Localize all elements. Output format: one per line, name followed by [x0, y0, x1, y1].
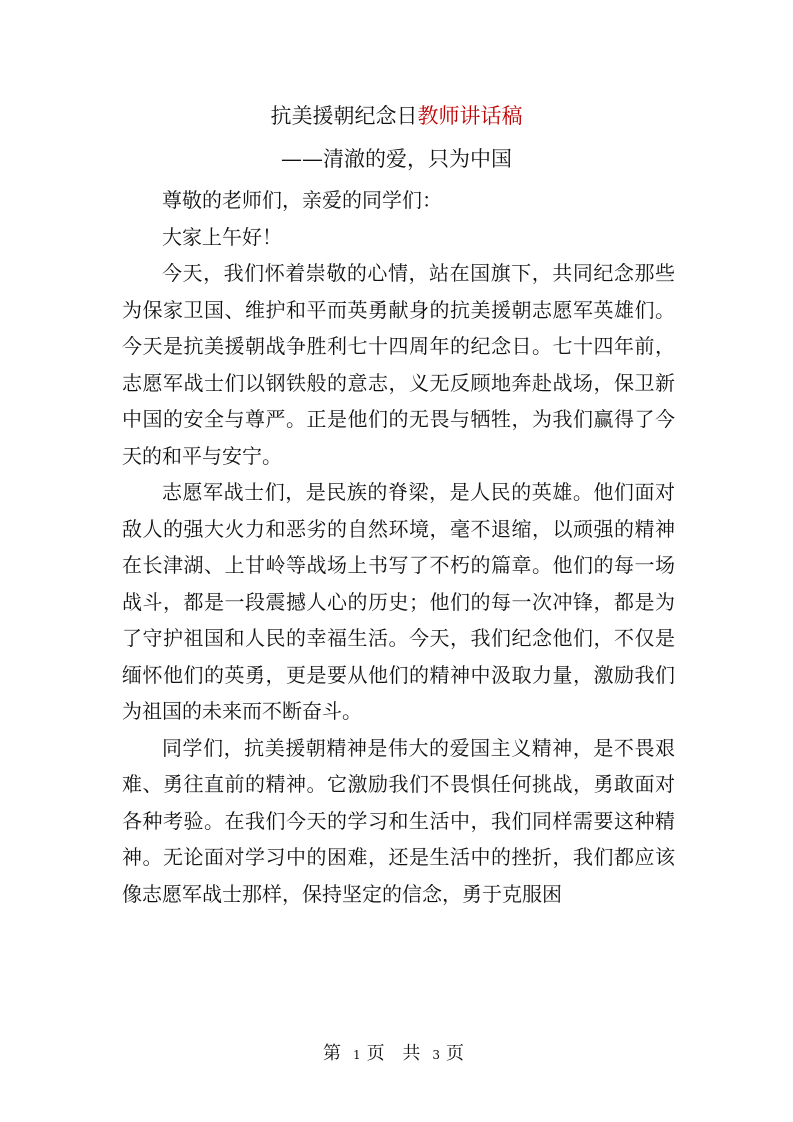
body-paragraph: 志愿军战士们，是民族的脊梁，是人民的英雄。他们面对敌人的强大火力和恶劣的自然环境，毫不退缩，以顽强的精神在长津湖、上甘岭等战场上书写了不朽的篇章。他们的每一场战斗，都是一段震撼人心的历史；他们的每一次冲锋，都是为了守护祖国和人民的幸福生活。今天，我们纪念他们，不仅是缅怀他们的英勇，更是要从他们的精神中汲取力量，激励我们为祖国的未来而不断奋斗。 — [122, 480, 675, 723]
document-subtitle: ——清澈的爱，只为中国 — [281, 147, 512, 171]
footer-middle: 页 共 — [366, 1043, 427, 1064]
opening-line: 大家上午好！ — [162, 224, 282, 249]
footer-prefix: 第 — [322, 1043, 347, 1064]
current-page-number: 1 — [352, 1048, 361, 1062]
title-main: 抗美援朝纪念日 — [270, 104, 418, 128]
footer-suffix: 页 — [446, 1043, 470, 1064]
greeting: 尊敬的老师们，亲爱的同学们： — [162, 188, 442, 212]
document-body — [122, 182, 675, 912]
total-page-number: 3 — [432, 1048, 440, 1062]
page-footer — [0, 1042, 793, 1067]
title-highlight: 教师讲话稿 — [417, 104, 523, 128]
document-title — [0, 100, 793, 132]
body-paragraph: 同学们，抗美援朝精神是伟大的爱国主义精神，是不畏艰难、勇往直前的精神。它激励我们不畏惧任何挑战，勇敢面对各种考验。在我们今天的学习和生活中，我们同样需要这种精神。无论面对学习中的困难，还是生活中的挫折，我们都应该像志愿军战士那样，保持坚定的信念，勇于克服困 — [122, 735, 675, 906]
body-paragraph: 今天，我们怀着崇敬的心情，站在国旗下，共同纪念那些为保家卫国、维护和平而英勇献身的抗美援朝志愿军英雄们。今天是抗美援朝战争胜利七十四周年的纪念日。七十四年前，志愿军战士们以钢铁般的意志，义无反顾地奔赴战场，保卫新中国的安全与尊严。正是他们的无畏与牺牲，为我们赢得了今天的和平与安宁。 — [122, 261, 675, 468]
